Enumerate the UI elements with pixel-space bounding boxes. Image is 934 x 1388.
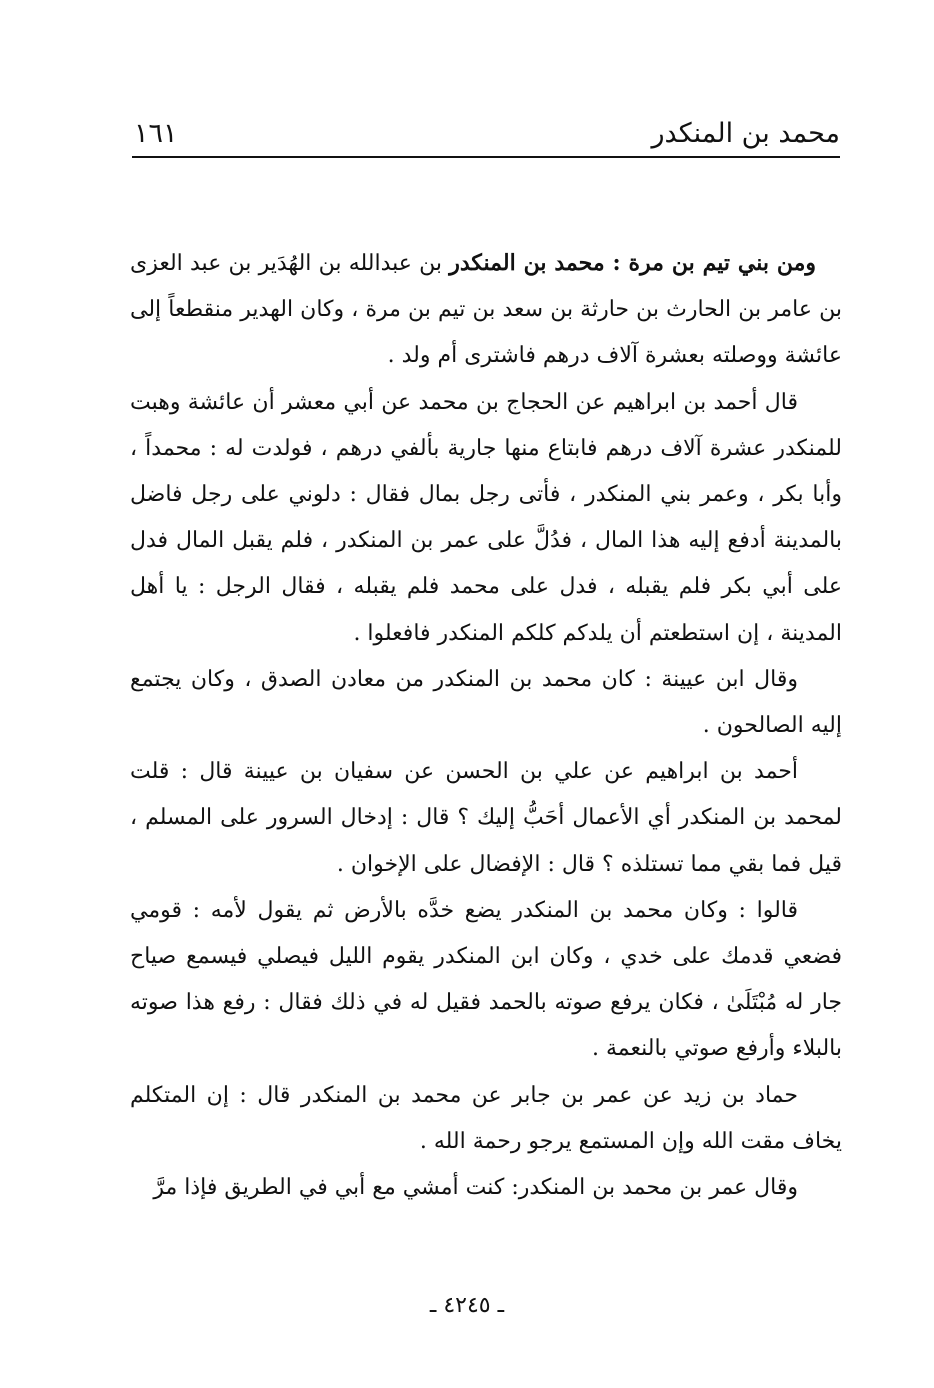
paragraph-text: بن عبدالله بن الهُدَير بن عبد العزى بن عامر بن الحارث بن حارثة بن سعد بن تيم بن مرة ، وكان الهدير منقطعاً إلى عائشة ووصلته بعشرة آلاف درهم فاشترى أم ولد . xyxy=(130,251,842,369)
paragraph-2 xyxy=(130,380,842,657)
paragraph-3 xyxy=(130,657,842,749)
paragraph-text: وقال عمر بن محمد بن المنكدر: كنت أمشي مع أبي في الطريق فإذا مرَّ xyxy=(153,1175,798,1201)
paragraph-7 xyxy=(130,1165,842,1211)
paragraph-6 xyxy=(130,1073,842,1165)
page-number: ١٦١ xyxy=(134,118,178,149)
page-header xyxy=(132,112,840,158)
paragraph-text: وقال ابن عيينة : كان محمد بن المنكدر من معادن الصدق ، وكان يجتمع إليه الصالحون . xyxy=(130,666,842,739)
running-title: محمد بن المنكدر xyxy=(651,118,840,149)
header-rule xyxy=(132,156,840,158)
paragraph-text: قالوا : وكان محمد بن المنكدر يضع خدَّه بالأرض ثم يقول لأمه : قومي فضعي قدمك على خدي ، وكان ابن المنكدر يقوم الليل فيصلي فيسمع صياح جار له مُبْتَلَىٰ ، فكان يرفع صوته بالحمد فقيل له في ذلك فقال : رفع هذا صوته بالبلاء وأرفع صوتي بالنعمة . xyxy=(130,897,842,1062)
paragraph-text: أحمد بن ابراهيم عن علي بن الحسن عن سفيان بن عيينة قال : قلت لمحمد بن المنكدر أي الأعمال أحَبُّ إليك ؟ قال : إدخال السرور على المسلم ، قيل فما بقي مما تستلذه ؟ قال : الإفضال على الإخوان . xyxy=(130,759,842,877)
body-text xyxy=(130,240,842,1211)
paragraph-text: قال أحمد بن ابراهيم عن الحجاج بن محمد عن أبي معشر أن عائشة وهبت للمنكدر عشرة آلاف درهم فابتاع منها جارية بألفي درهم ، فولدت له : محمداً ، وأبا بكر ، وعمر بني المنكدر ، فأتى رجل بمال فقال : دلوني على رجل فاضل بالمدينة أدفع إليه هذا المال ، فدُلَّ على عمر بن المنكدر ، فلم يقبل المال فدل على أبي بكر فلم يقبله ، فدل على محمد فلم يقبله ، فقال الرجل : يا أهل المدينة ، إن استطعتم أن يلدكم كلكم المنكدر فافعلوا . xyxy=(130,389,842,646)
footer-page-number: ـ ٤٢٤٥ ـ xyxy=(429,1293,505,1318)
paragraph-5 xyxy=(130,888,842,1073)
paragraph-lead: ومن بني تيم بن مرة : محمد بن المنكدر xyxy=(449,250,816,276)
paragraph-4 xyxy=(130,749,842,888)
paragraph-1 xyxy=(130,240,842,380)
paragraph-text: حماد بن زيد عن عمر بن جابر عن محمد بن المنكدر قال : إن المتكلم يخاف مقت الله وإن المستمع يرجو رحمة الله . xyxy=(130,1082,842,1154)
